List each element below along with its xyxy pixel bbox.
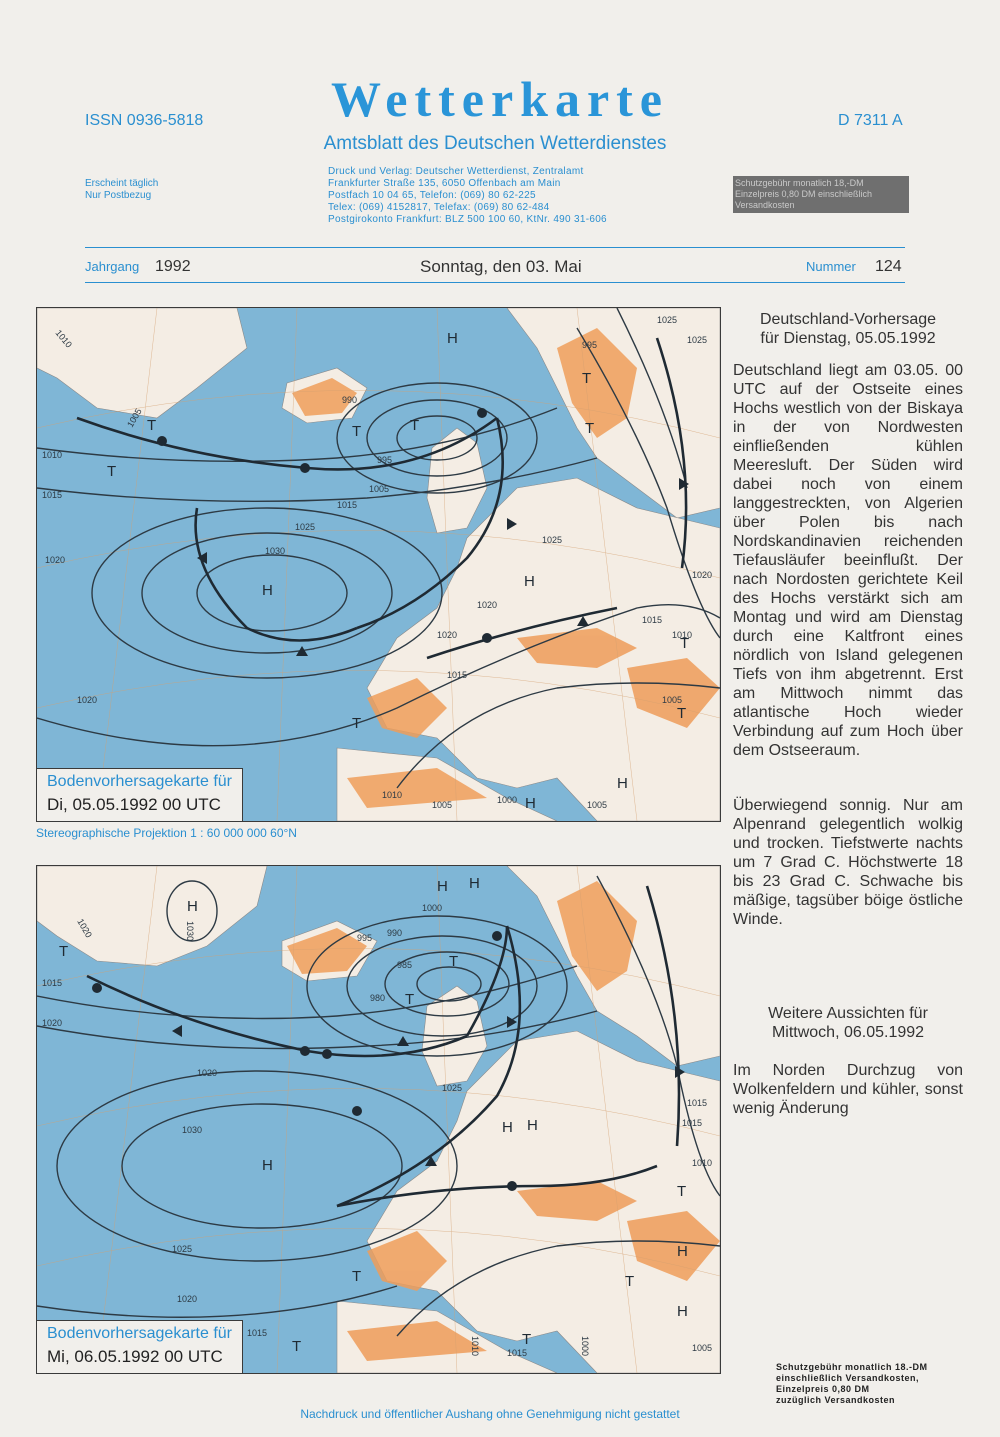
pressure-center-low: T [680,635,690,652]
pressure-center-low: T [59,943,69,960]
pressure-center-low: T [449,953,459,970]
pressure-label: 1020 [77,695,98,705]
pressure-label: 1025 [542,535,563,545]
pressure-center-low: T [522,1331,532,1348]
front-symbol [300,1046,310,1056]
forecast-heading [733,310,963,348]
pressure-label: 1025 [172,1244,193,1254]
pressure-center-low: T [625,1273,635,1290]
publisher-line: Druck und Verlag: Deutscher Wetterdienst, Zentralamt [328,166,584,177]
front-symbol [322,1049,332,1059]
jahrgang-label: Jahrgang [85,259,140,274]
pressure-label: 1000 [497,795,518,805]
front-symbol [157,436,167,446]
pressure-label: 980 [370,993,386,1003]
publication-frequency: Erscheint täglich [85,178,159,189]
publisher-info [328,166,607,226]
outlook-text: Im Norden Durchzug von Wolkenfeldern und kühler, sonst wenig Änderung [733,1062,963,1117]
pressure-center-low: T [677,705,687,722]
map-caption-title: Bodenvorhersagekarte für [47,773,232,790]
issue-date: Sonntag, den 03. Mai [420,257,582,276]
pressure-label: 1015 [42,978,63,988]
pressure-center-low: T [292,1338,302,1355]
pressure-center-high: H [527,1117,538,1134]
pressure-label: 1030 [265,546,286,556]
fee-line: Schutzgebühr monatlich 18,-DM [735,178,864,188]
pressure-label: 1015 [687,1098,708,1108]
pressure-center-low: T [585,420,595,437]
front-symbol [482,633,492,643]
pressure-label: 995 [357,933,373,943]
weather-map-tuesday [36,307,721,822]
pressure-label: 1000 [422,903,443,913]
pressure-label: 1020 [437,630,458,640]
pressure-label: 1020 [75,917,94,940]
publisher-line: Telex: (069) 4152817, Telefax: (069) 80 62-484 [328,202,550,213]
map-tuesday-graphic [37,308,720,821]
forecast-paragraph: Deutschland liegt am 03.05. 00 UTC auf der Ostseite eines Hochs westlich von der Biskaya in der von Nordwesten einfließenden kühlen Meeresluft. Der Süden wird dabei noch von einem langgestreckten, von Algerien über Polen bis nach Nordskandinavien reichenden Tiefausläufer beeinflußt. Der nach Nordosten gerichtete Keil des Hochs verstärkt sich am Montag und wird am Dienstag durch eine Kaltfront eines nördlich von Island gelegenen Tiefs von ihm abgetrennt. Erst am Mittwoch nimmt das atlantische Hoch wieder Verbindung auf zum Hoch über dem Ostseeraum. [733,362,963,759]
projection-note: Stereographische Projektion 1 : 60 000 000 60°N [36,826,297,840]
pressure-label: 1015 [337,500,358,510]
pressure-label: 1020 [42,1018,63,1028]
forecast-heading-line: Deutschland-Vorhersage [759,311,937,328]
outlook-heading-line: Weitere Aussichten für [768,1005,928,1022]
issn-number: ISSN 0936-5818 [85,112,204,129]
pressure-label: 1025 [657,315,678,325]
jahrgang-value: 1992 [155,258,191,275]
front-symbol [352,1106,362,1116]
pressure-label: 1010 [692,1158,713,1168]
page-subtitle: Amtsblatt des Deutschen Wetterdienstes [323,133,667,154]
front-symbol [477,408,487,418]
pressure-center-low: T [410,417,420,434]
pressure-label: 1015 [447,670,468,680]
pressure-label: 995 [582,340,598,350]
bottom-fee-line: einschließlich Versandkosten, [776,1373,920,1383]
map-caption-title: Bodenvorhersagekarte für [47,1325,232,1342]
pressure-label: 1015 [507,1348,528,1358]
footer-copyright: Nachdruck und öffentlicher Aushang ohne Genehmigung nicht gestattet [300,1407,680,1421]
map-caption-time: Di, 05.05.1992 00 UTC [47,795,221,814]
pressure-center-high: H [677,1303,688,1320]
pressure-label: 1020 [45,555,66,565]
pressure-label: 1030 [185,921,195,942]
pressure-center-low: T [352,1268,362,1285]
weather-map-wednesday [36,865,721,1374]
pressure-label: 1005 [662,695,683,705]
land-greenland [37,308,247,418]
divider [85,282,905,283]
pressure-label: 995 [377,455,393,465]
page-title: Wetterkarte [331,71,669,127]
pressure-label: 1005 [125,406,144,429]
pressure-center-low: T [677,1183,687,1200]
pressure-label: 1015 [682,1118,703,1128]
pressure-center-low: T [352,715,362,732]
front-symbol [507,1181,517,1191]
pressure-center-low: H [525,795,536,812]
pressure-center-low: T [147,417,157,434]
pressure-center-low: T [405,991,415,1008]
forecast-weather: Überwiegend sonnig. Nur am Alpenrand gelegentlich wolkig und trocken. Tiefstwerte nachts um 7 Grad C. Höchstwerte 18 bis 23 Grad C. Schwache bis mäßige, tagsüber böige östliche Winde. [733,797,963,928]
pressure-label: 1020 [477,600,498,610]
pressure-center-high: H [437,878,448,895]
bottom-fee-line: Einzelpreis 0,80 DM [776,1384,870,1394]
pressure-center-high: H [677,1243,688,1260]
pressure-label: 1020 [177,1294,198,1304]
publisher-line: Frankfurter Straße 135, 6050 Offenbach am Main [328,178,561,189]
pressure-center-high: H [502,1119,513,1136]
pressure-label: 1005 [369,484,390,494]
land-greenland [37,866,267,966]
pressure-center-high: H [187,898,198,915]
pressure-label: 990 [342,395,358,405]
pressure-label: 990 [387,928,403,938]
front-symbol [492,931,502,941]
nummer-label: Nummer [806,259,856,274]
pressure-label: 1010 [53,327,75,350]
fee-line: Einzelpreis 0,80 DM einschließlich [735,189,873,199]
front-symbol [172,1025,182,1037]
pressure-center-high: H [262,1157,273,1174]
forecast-heading-line: für Dienstag, 05.05.1992 [760,330,936,347]
front-symbol [397,1036,409,1046]
pressure-label: 1020 [197,1068,218,1078]
publication-delivery: Nur Postbezug [85,190,152,201]
pressure-label: 1025 [442,1083,463,1093]
bottom-fee-note [776,1362,928,1406]
map-caption [37,1320,243,1373]
pressure-label: 1005 [432,800,453,810]
pressure-label: 1010 [672,630,693,640]
pressure-center-high: H [262,582,273,599]
outlook-heading [733,1004,963,1042]
outlook-heading-line: Mittwoch, 06.05.1992 [771,1024,925,1041]
pressure-label: 985 [397,960,413,970]
front-symbol [92,983,102,993]
pressure-label: 1005 [587,800,608,810]
front-symbol [300,463,310,473]
pressure-label: 1010 [470,1336,480,1357]
publisher-line: Postfach 10 04 65, Telefon: (069) 80 62-225 [328,190,536,201]
pressure-label: 1030 [182,1125,203,1135]
pressure-center-high: H [469,875,480,892]
pressure-label: 1020 [692,570,713,580]
pressure-label: 1010 [382,790,403,800]
pressure-center-low: T [582,370,592,387]
pressure-label: 1025 [687,335,708,345]
pressure-label: 1015 [247,1328,268,1338]
pressure-label: 1010 [42,450,63,460]
bottom-fee-line: zuzüglich Versandkosten [776,1395,896,1405]
pressure-label: 1000 [580,1336,590,1357]
pressure-label: 1015 [42,490,63,500]
map-caption-time: Mi, 06.05.1992 00 UTC [47,1347,223,1366]
nummer-value: 124 [875,258,902,275]
postal-code: D 7311 A [838,112,903,129]
fee-box [733,176,909,213]
pressure-center-high: H [447,330,458,347]
map-wednesday-graphic [37,866,720,1373]
pressure-center-high: H [617,775,628,792]
publication-note [85,178,158,202]
divider [85,247,905,248]
publisher-line: Postgirokonto Frankfurt: BLZ 500 100 60, KtNr. 490 31-606 [328,214,607,225]
map-caption [37,768,243,821]
pressure-center-low: T [352,423,362,440]
pressure-label: 1015 [642,615,663,625]
pressure-center-high: H [524,573,535,590]
pressure-label: 1005 [692,1343,713,1353]
fee-line: Versandkosten [735,200,795,210]
bottom-fee-line: Schutzgebühr monatlich 18.-DM [776,1362,928,1372]
pressure-label: 1025 [295,522,316,532]
pressure-center-low: T [107,463,117,480]
